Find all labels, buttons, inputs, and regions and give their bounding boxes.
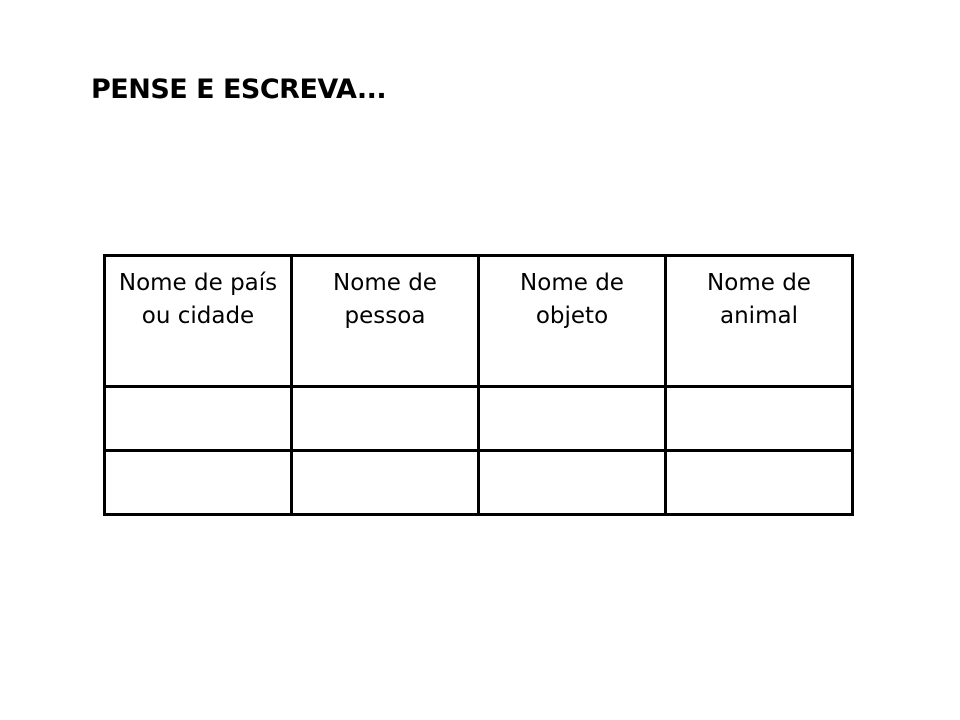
answer-cell[interactable] — [105, 451, 292, 515]
header-animal: Nome de animal — [666, 256, 853, 387]
answer-cell[interactable] — [105, 387, 292, 451]
answer-cell[interactable] — [666, 451, 853, 515]
answer-cell[interactable] — [666, 387, 853, 451]
header-person: Nome de pessoa — [292, 256, 479, 387]
worksheet-table — [103, 254, 854, 516]
table-header-row — [105, 256, 853, 387]
answer-cell[interactable] — [292, 451, 479, 515]
table-row — [105, 451, 853, 515]
page-title: PENSE E ESCREVA... — [91, 74, 387, 105]
answer-cell[interactable] — [292, 387, 479, 451]
answer-cell[interactable] — [479, 387, 666, 451]
answer-cell[interactable] — [479, 451, 666, 515]
header-object: Nome de objeto — [479, 256, 666, 387]
header-country-city: Nome de país ou cidade — [105, 256, 292, 387]
table-row — [105, 387, 853, 451]
